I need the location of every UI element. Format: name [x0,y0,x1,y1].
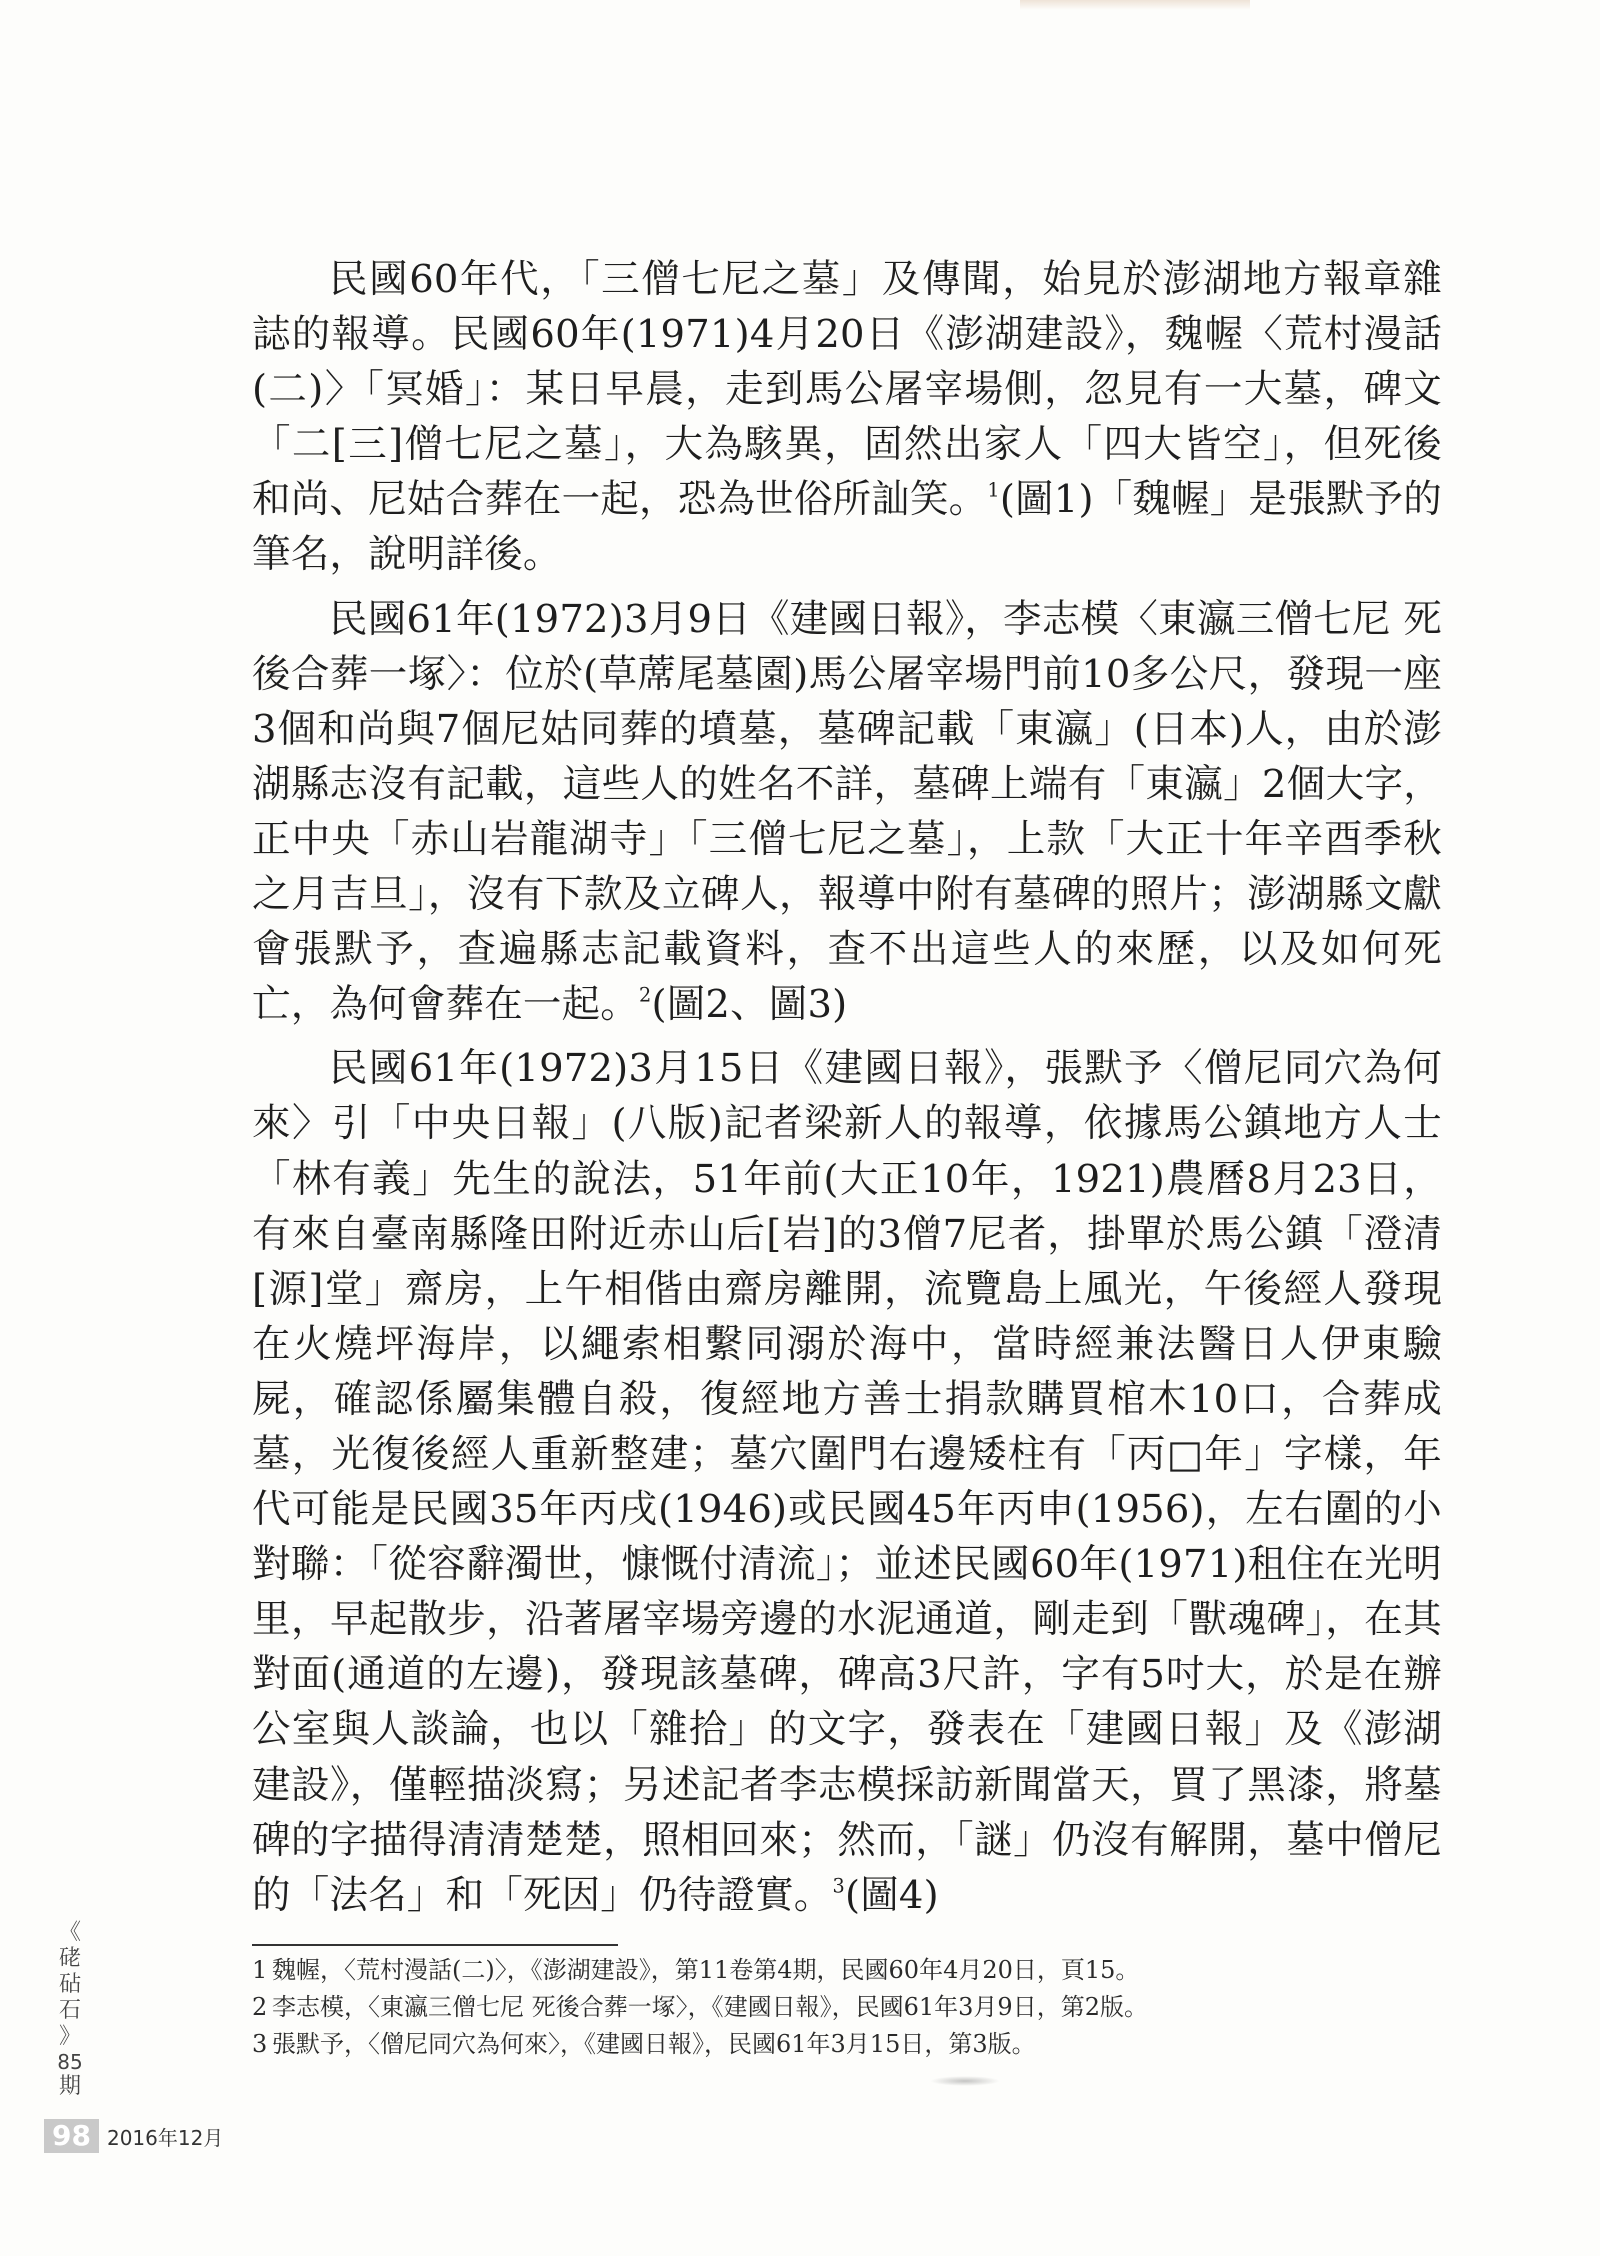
journal-title-char-4: 石 [58,1998,81,2023]
footnotes [252,1952,1442,2063]
journal-title-char-2: 硓 [58,1946,81,1971]
article-body [252,252,1442,1932]
paragraph-2-tail: (圖2、圖3) [651,982,848,1028]
footnote-1-number: 1 [252,1956,268,1984]
footnote-ref-2: 2 [639,983,652,1007]
footnote-2-number: 2 [252,1993,268,2021]
journal-issue-char: 期 [58,2074,81,2099]
footnote-1-text: 魏幄，〈荒村漫話(二)〉，《澎湖建設》，第11卷第4期，民國60年4月20日，頁15。 [272,1956,1140,1984]
paragraph-3-text: 民國61年(1972)3月15日《建國日報》，張默予〈僧尼同穴為何來〉引「中央日報」(八版)記者梁新人的報導，依據馬公鎮地方人士「林有義」先生的說法，51年前(大正10年，1921)農曆8月23日，有來自臺南縣隆田附近赤山后[岩]的3僧7尼者，掛單於馬公鎮「澄清[源]堂」齋房，上午相偕由齋房離開，流覽島上風光，午後經人發現在火燒坪海岸，以繩索相繫同溺於海中，當時經兼法醫日人伊東驗屍，確認係屬集體自殺，復經地方善士捐款購買棺木10口，合葬成墓，光復後經人重新整建；墓穴圍門右邊矮柱有「丙□年」字樣，年代可能是民國35年丙戌(1946)或民國45年丙申(1956)，左右圍的小對聯：「從容辭濁世，慷慨付清流」；並述民國60年(1971)租住在光明里，早起散步，沿著屠宰場旁邊的水泥通道，剛走到「獸魂碑」，在其對面(通道的左邊)，發現該墓碑，碑高3尺許，字有5吋大，於是在辦公室與人談論，也以「雜拾」的文字，發表在「建國日報」及《澎湖建設》，僅輕描淡寫；另述記者李志模採訪新聞當天，買了黑漆，將墓碑的字描得清清楚楚，照相回來；然而，「謎」仍沒有解開，墓中僧尼的「法名」和「死因」仍待證實。 [252,1046,1442,1918]
paragraph-2 [252,592,1442,1033]
footnote-2-text: 李志模，〈東瀛三僧七尼 死後合葬一塚〉，《建國日報》，民國61年3月9日，第2版。 [272,1993,1148,2021]
scan-artifact-smudge [930,2076,1000,2086]
footnote-3 [252,2026,1442,2063]
scan-artifact-top [1020,0,1250,10]
footnote-3-text: 張默予，〈僧尼同穴為何來〉，《建國日報》，民國61年3月15日，第3版。 [272,2030,1036,2058]
journal-title-char-5: 》 [58,2024,81,2049]
footnote-1 [252,1952,1442,1989]
paragraph-3 [252,1041,1442,1923]
footnote-divider [252,1944,618,1946]
paragraph-1 [252,252,1442,583]
journal-issue-number: 85 [57,2050,83,2074]
paragraph-1-text: 民國60年代，「三僧七尼之墓」及傳聞，始見於澎湖地方報章雜誌的報導。民國60年(1971)4月20日《澎湖建設》，魏幄〈荒村漫話(二)〉「冥婚」：某日早晨，走到馬公屠宰場側，忽見有一大墓，碑文「二[三]僧七尼之墓」，大為駭異，固然出家人「四大皆空」，但死後和尚、尼姑合葬在一起，恐為世俗所訕笑。 [252,257,1442,523]
journal-title-char-1: 《 [58,1920,81,1945]
footnote-3-number: 3 [252,2030,268,2058]
footnote-ref-3: 3 [832,1874,845,1898]
footnote-ref-1: 1 [987,478,1000,502]
page-number: 98 [44,2119,99,2153]
journal-title-char-3: 砧 [58,1972,81,1997]
paragraph-1-tail: (圖1)「魏幄」是張默予的筆名，說明詳後。 [252,477,1442,578]
issue-date: 2016年12月 [106,2125,224,2150]
page-footer [44,2118,223,2154]
footnote-2 [252,1989,1442,2026]
paragraph-2-text: 民國61年(1972)3月9日《建國日報》，李志模〈東瀛三僧七尼 死後合葬一塚〉：位於(草蓆尾墓園)馬公屠宰場門前10多公尺，發現一座3個和尚與7個尼姑同葬的墳墓，墓碑記載「東瀛」(日本)人，由於澎湖縣志沒有記載，這些人的姓名不詳，墓碑上端有「東瀛」2個大字，正中央「赤山岩龍湖寺」「三僧七尼之墓」，上款「大正十年辛酉季秋之月吉旦」，沒有下款及立碑人，報導中附有墓碑的照片；澎湖縣文獻會張默予，查遍縣志記載資料，查不出這些人的來歷，以及如何死亡，為何會葬在一起。 [252,596,1442,1028]
paragraph-3-tail: (圖4) [844,1872,939,1918]
journal-title-vertical [52,1920,88,2100]
